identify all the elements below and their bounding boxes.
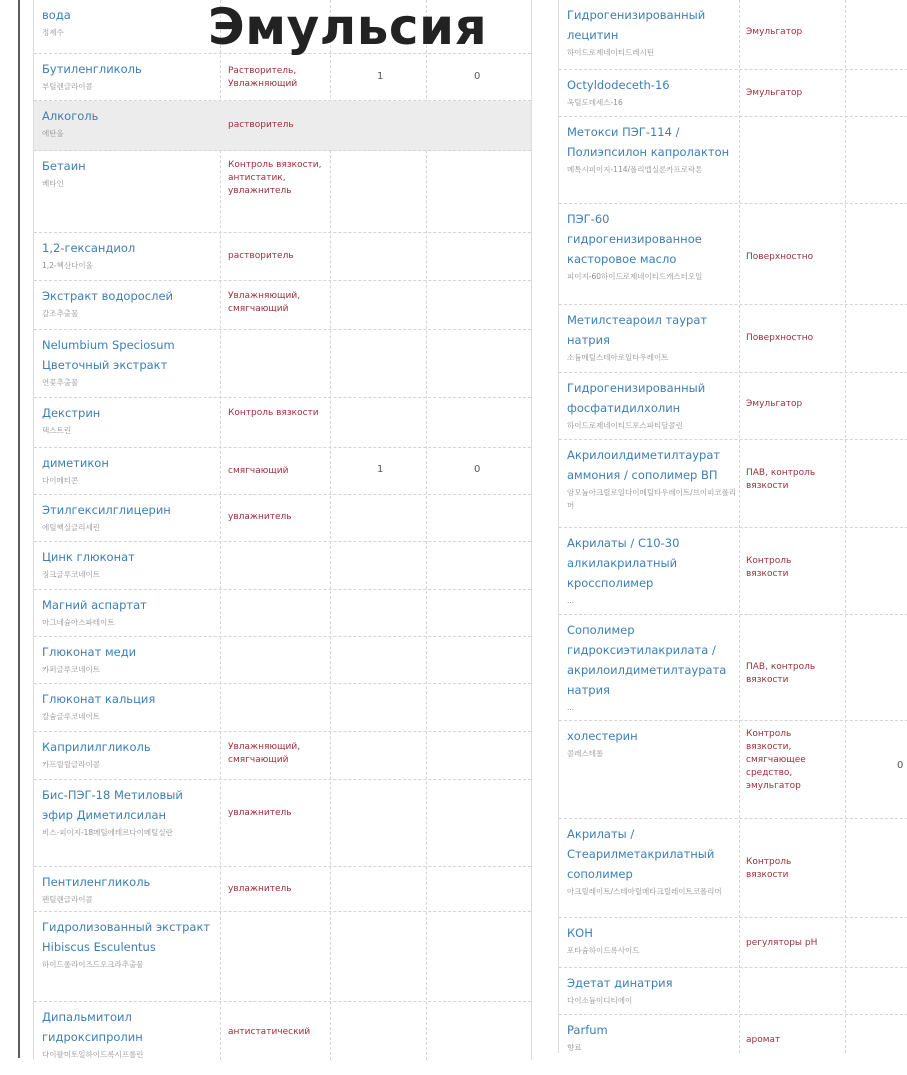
ingredient-korean: 카프릴릴글라이콜 xyxy=(42,760,100,769)
ingredient-korean: 다이소듐이디티에이 xyxy=(567,996,633,1005)
ingredient-korean: 1,2-헥산다이올 xyxy=(42,261,93,270)
ingredient-function: Увлажняющий, смягчающий xyxy=(228,291,301,314)
ingredient-korean: 에틸헥실글리세린 xyxy=(42,523,100,532)
ingredient-korean: 갈조추출물 xyxy=(42,309,79,318)
ingredient-function: аромат xyxy=(746,1035,781,1045)
ingredient-function: увлажнитель xyxy=(228,884,292,894)
ingredient-korean: 부틸렌글라이콜 xyxy=(42,82,93,91)
ingredient-name: КОН xyxy=(567,926,593,940)
ingredient-row xyxy=(34,867,531,912)
ingredient-korean: 덱스트린 xyxy=(42,426,71,435)
ingredient-function: Поверхностно xyxy=(746,252,814,262)
ingredient-name: Сополимер гидроксиэтилакрилата / акрилоилдиметилтаурата натрия xyxy=(567,623,727,697)
ingredient-name: Акрилаты / C10-30 алкилакрилатный кроссполимер xyxy=(567,536,680,590)
ingredient-function: Поверхностно xyxy=(746,333,814,343)
ingredient-function: Контроль вязкости, антистатик, увлажнитель xyxy=(228,160,322,196)
ingredient-row xyxy=(559,0,907,70)
ingredient-korean: 하이드로제네이티드포스파티딜콜린 xyxy=(567,421,683,430)
ingredient-korean: 정제수 xyxy=(42,28,64,37)
ingredient-name: Этилгексилглицерин xyxy=(42,503,171,517)
ingredient-name: диметикон xyxy=(42,456,109,470)
ingredient-korean: 징크글루코네이트 xyxy=(42,570,100,579)
ingredient-row xyxy=(559,615,907,721)
ingredient-function: растворитель xyxy=(228,251,294,261)
ingredient-korean: 암모늄아크릴로일다이메틸타우레이트/브이피코폴리머 xyxy=(567,488,737,510)
ingredient-name: 1,2-гександиол xyxy=(42,241,136,255)
ingredient-row xyxy=(559,528,907,615)
page-edge-line xyxy=(18,0,20,1058)
ingredient-korean: 칼슘글루코네이트 xyxy=(42,712,100,721)
ingredient-row xyxy=(34,398,531,448)
ingredient-row xyxy=(559,968,907,1015)
ingredient-function: Увлажняющий, смягчающий xyxy=(228,742,301,765)
ingredient-korean: 소듐메틸스테아로일타우레이트 xyxy=(567,353,669,362)
ingredient-function: ПАВ, контроль вязкости xyxy=(746,662,816,685)
ingredient-name: Экстракт водорослей xyxy=(42,289,174,303)
ingredient-row xyxy=(559,373,907,440)
ingredient-name: Гидрогенизированный лецитин xyxy=(567,8,706,42)
ingredient-row xyxy=(559,819,907,918)
ingredient-function: Контроль вязкости, смягчающее средство, эмульгатор xyxy=(746,729,806,791)
ingredient-function: регуляторы pH xyxy=(746,938,818,948)
ingredient-korean: ... xyxy=(567,596,575,605)
ingredient-name: Гидрогенизированный фосфатидилхолин xyxy=(567,381,706,415)
ingredient-row xyxy=(34,101,531,151)
ingredient-korean: 하이드롤라이즈드오크라추출물 xyxy=(42,960,144,969)
ingredient-name: Бис-ПЭГ-18 Метиловый эфир Диметилсилан xyxy=(42,788,183,822)
ingredient-function: Контроль вязкости xyxy=(746,857,792,880)
ingredient-korean: ... xyxy=(567,703,575,712)
ingredient-row xyxy=(559,70,907,117)
ingredient-korean: 아크릴레이트/스테아릴메타크릴레이트코폴리머 xyxy=(567,887,722,896)
ingredient-name: Octyldodeceth-16 xyxy=(567,78,670,92)
ingredient-row xyxy=(34,590,531,637)
ingredient-name: Дипальмитоил гидроксипролин xyxy=(42,1010,143,1044)
ingredient-function: растворитель xyxy=(228,120,294,130)
ingredient-function: увлажнитель xyxy=(228,808,292,818)
ingredient-name: холестерин xyxy=(567,729,638,743)
ingredient-name: вода xyxy=(42,8,71,22)
ingredient-name: Бетаин xyxy=(42,159,86,173)
ingredient-function: смягчающий xyxy=(228,466,289,476)
ingredient-korean: 포타슘하이드록사이드 xyxy=(567,946,640,955)
ingredient-value-1: 1 xyxy=(377,464,384,475)
ingredient-name: Глюконат меди xyxy=(42,645,137,659)
ingredient-korean: 펜틸렌글라이콜 xyxy=(42,895,93,904)
ingredient-korean: 하이드로제네이티드레시틴 xyxy=(567,48,654,57)
ingredient-name: Метилстеароил таурат натрия xyxy=(567,313,708,347)
ingredients-table-left xyxy=(33,0,532,1060)
ingredient-row xyxy=(559,204,907,305)
ingredient-function: ПАВ, контроль вязкости xyxy=(746,468,816,491)
ingredient-function: увлажнитель xyxy=(228,512,292,522)
ingredient-name: Nelumbium Speciosum Цветочный экстракт xyxy=(42,338,175,372)
ingredient-name: Метокси ПЭГ-114 / Полиэпсилон капролактон xyxy=(567,125,730,159)
ingredient-row xyxy=(34,912,531,1002)
ingredient-row xyxy=(559,721,907,819)
ingredient-name: Алкоголь xyxy=(42,109,99,123)
ingredient-row xyxy=(34,233,531,281)
ingredient-row xyxy=(34,1002,531,1060)
ingredient-row xyxy=(34,448,531,495)
ingredient-name: Parfum xyxy=(567,1023,608,1037)
ingredient-name: Декстрин xyxy=(42,406,101,420)
ingredient-name: Магний аспартат xyxy=(42,598,147,612)
ingredient-row xyxy=(34,151,531,233)
ingredient-row xyxy=(34,330,531,398)
ingredient-row xyxy=(559,440,907,528)
ingredient-function: Растворитель, Увлажняющий xyxy=(228,66,298,89)
ingredient-korean: 옥틸도데세스-16 xyxy=(567,98,623,107)
ingredient-name: Акрилаты / Стеарилметакрилатный сополимер xyxy=(567,827,715,881)
ingredient-function: Контроль вязкости xyxy=(746,556,792,579)
ingredient-value-2: 0 xyxy=(474,464,481,475)
ingredient-korean: 향료 xyxy=(567,1043,582,1052)
ingredient-function: Эмульгатор xyxy=(746,88,803,98)
ingredient-name: Бутиленгликоль xyxy=(42,62,142,76)
ingredient-value: 0 xyxy=(897,760,904,771)
ingredient-row xyxy=(559,305,907,373)
ingredient-korean: 다이메티콘 xyxy=(42,476,79,485)
ingredient-korean: 다이팔미토일하이드록시프롤린 xyxy=(42,1050,144,1059)
ingredient-row xyxy=(34,637,531,684)
ingredient-row xyxy=(34,780,531,867)
ingredient-name: Каприлилгликоль xyxy=(42,740,151,754)
ingredient-korean: 마그네슘아스파테이트 xyxy=(42,618,115,627)
ingredient-function: антистатический xyxy=(228,1027,311,1037)
ingredient-row xyxy=(559,918,907,968)
ingredient-korean: 비스-피이지-18메틸에테르다이메틸실란 xyxy=(42,828,173,837)
ingredient-name: Акрилоилдиметилтаурат аммония / сополимер ВП xyxy=(567,448,721,482)
ingredient-function: Эмульгатор xyxy=(746,399,803,409)
ingredient-name: Гидролизованный экстракт Hibiscus Esculentus xyxy=(42,920,211,954)
ingredient-name: Эдетат динатрия xyxy=(567,976,673,990)
ingredient-name: Глюконат кальция xyxy=(42,692,156,706)
ingredient-row xyxy=(34,495,531,542)
ingredient-function: Контроль вязкости xyxy=(228,408,319,418)
ingredient-korean: 카퍼글루코네이트 xyxy=(42,665,100,674)
ingredient-name: ПЭГ-60 гидрогенизированное касторовое масло xyxy=(567,212,702,266)
ingredient-row xyxy=(559,117,907,204)
ingredient-korean: 에탄올 xyxy=(42,129,64,138)
page-title: Эмульсия xyxy=(208,0,488,56)
ingredient-row xyxy=(559,1015,907,1053)
ingredient-value-2: 0 xyxy=(474,71,481,82)
ingredient-row xyxy=(34,732,531,780)
ingredient-row xyxy=(34,281,531,330)
ingredient-korean: 베타인 xyxy=(42,179,64,188)
ingredient-korean: 콜레스테롤 xyxy=(567,749,604,758)
ingredient-korean: 메톡시피이지-114/폴리엡실론카프로락톤 xyxy=(567,165,703,174)
ingredient-name: Цинк глюконат xyxy=(42,550,135,564)
ingredient-name: Пентиленгликоль xyxy=(42,875,151,889)
ingredient-row xyxy=(34,684,531,732)
ingredient-function: Эмульгатор xyxy=(746,27,803,37)
ingredient-korean: 연꽃추출물 xyxy=(42,378,79,387)
ingredients-table-right xyxy=(558,0,907,1053)
ingredient-row xyxy=(34,542,531,590)
ingredient-korean: 피이지-60하이드로제네이티드캐스터오일 xyxy=(567,272,703,281)
ingredient-value-1: 1 xyxy=(377,71,384,82)
